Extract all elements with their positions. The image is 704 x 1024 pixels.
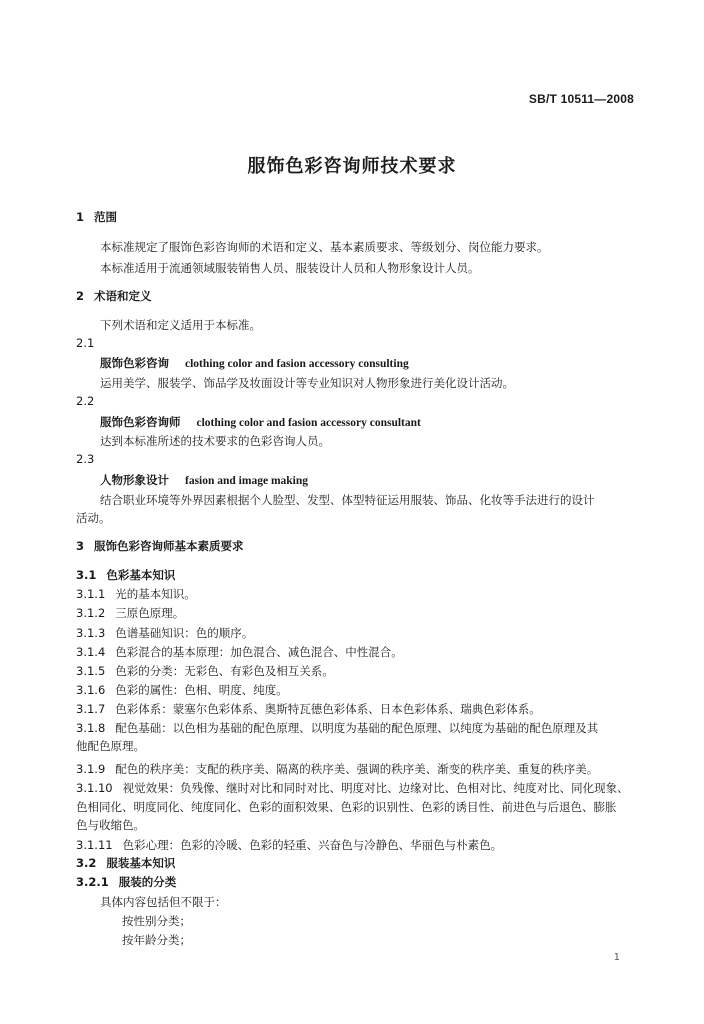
term-heading	[100, 471, 308, 490]
item-number: 3.1.11	[76, 838, 113, 852]
item-text-cont: 他配色原理。	[76, 739, 145, 753]
list-item	[76, 585, 196, 603]
term-heading	[100, 413, 421, 432]
item-text: 色彩心理：色彩的冷暖、色彩的轻重、兴奋色与冷静色、华丽色与朴素色。	[122, 838, 503, 852]
list-item	[76, 662, 334, 680]
list-item: 按年龄分类；	[122, 933, 191, 947]
list-item	[76, 836, 502, 854]
list-item	[76, 624, 253, 642]
term-zh: 人物形象设计	[100, 473, 169, 487]
paragraph: 本标准规定了服饰色彩咨询师的术语和定义、基本素质要求、等级划分、岗位能力要求。	[100, 240, 549, 254]
section-2-heading	[76, 287, 152, 305]
section-number: 1	[76, 210, 85, 224]
term-definition: 达到本标准所述的技术要求的色彩咨询人员。	[100, 434, 330, 448]
item-number: 3.1.9	[76, 762, 106, 776]
item-number: 3.1.6	[76, 683, 106, 697]
item-text: 色彩混合的基本原理：加色混合、减色混合、中性混合。	[115, 645, 403, 659]
subsection-number: 3.2.1	[76, 875, 109, 889]
item-text: 色彩的属性：色相、明度、纯度。	[115, 683, 288, 697]
term-definition: 结合职业环境等外界因素根据个人脸型、发型、体型特征运用服装、饰品、化妆等手法进行的设计	[100, 493, 595, 507]
term-number: 2.2	[76, 394, 95, 408]
list-item: 按性别分类；	[122, 914, 191, 928]
item-number: 3.1.4	[76, 645, 106, 659]
paragraph: 下列术语和定义适用于本标准。	[100, 318, 261, 332]
item-text: 色彩的分类：无彩色、有彩色及相互关系。	[115, 664, 334, 678]
term-heading	[100, 354, 409, 373]
subsection-number: 3.2	[76, 856, 97, 870]
term-zh: 服饰色彩咨询	[100, 356, 169, 370]
page-number: 1	[613, 952, 620, 963]
item-text: 配色的秩序美：支配的秩序美、隔离的秩序美、强调的秩序美、渐变的秩序美、重复的秩序美。	[115, 762, 599, 776]
term-definition-cont: 活动。	[76, 511, 111, 525]
subsection-title: 色彩基本知识	[106, 568, 176, 582]
item-text: 三原色原理。	[115, 606, 185, 620]
list-item	[76, 779, 629, 797]
section-title: 术语和定义	[94, 289, 152, 303]
subsection-3-2-heading	[76, 854, 175, 872]
item-text: 配色基础：以色相为基础的配色原理、以明度为基础的配色原理、以纯度为基础的配色原理及其	[115, 721, 599, 735]
list-item	[76, 681, 288, 699]
standard-code: SB/T 10511—2008	[528, 92, 634, 106]
term-definition: 运用美学、服装学、饰品学及妆面设计等专业知识对人物形象进行美化设计活动。	[100, 376, 514, 390]
term-number: 2.3	[76, 452, 95, 466]
item-number: 3.1.2	[76, 606, 106, 620]
list-item	[76, 719, 598, 737]
section-number: 3	[76, 539, 85, 553]
item-text: 光的基本知识。	[115, 587, 196, 601]
item-number: 3.1.1	[76, 587, 106, 601]
section-1-heading	[76, 208, 117, 226]
term-zh: 服饰色彩咨询师	[100, 415, 181, 429]
list-item	[76, 643, 403, 661]
document-title: 服饰色彩咨询师技术要求	[247, 156, 457, 177]
section-title: 服饰色彩咨询师基本素质要求	[94, 539, 244, 553]
item-number: 3.1.8	[76, 721, 106, 735]
section-number: 2	[76, 289, 85, 303]
item-text-cont: 色相同化、明度同化、纯度同化、色彩的面积效果、色彩的识别性、色彩的诱目性、前进色与后退色、膨胀	[76, 800, 617, 814]
list-item	[76, 700, 541, 718]
term-en: fasion and image making	[185, 475, 309, 487]
item-number: 3.1.10	[76, 781, 113, 795]
term-en: clothing color and fasion accessory consultant	[196, 417, 421, 429]
item-text-cont: 色与收缩色。	[76, 818, 145, 832]
section-3-heading	[76, 537, 244, 555]
term-number: 2.1	[76, 336, 95, 350]
list-item	[76, 604, 184, 622]
section-title: 范围	[94, 210, 118, 224]
subsection-number: 3.1	[76, 568, 97, 582]
paragraph: 本标准适用于流通领域服装销售人员、服装设计人员和人物形象设计人员。	[100, 261, 480, 275]
subsection-title: 服装的分类	[118, 875, 177, 889]
subsection-3-1-heading	[76, 566, 175, 584]
list-item	[76, 760, 598, 778]
item-number: 3.1.7	[76, 702, 106, 716]
item-number: 3.1.3	[76, 626, 106, 640]
item-text: 色彩体系：蒙塞尔色彩体系、奥斯特瓦德色彩体系、日本色彩体系、瑞典色彩体系。	[115, 702, 541, 716]
item-number: 3.1.5	[76, 664, 106, 678]
subsection-3-2-1-heading	[76, 873, 176, 891]
subsection-title: 服装基本知识	[106, 856, 176, 870]
paragraph: 具体内容包括但不限于：	[100, 895, 227, 909]
item-text: 色谱基础知识：色的顺序。	[115, 626, 254, 640]
term-en: clothing color and fasion accessory consulting	[185, 358, 409, 370]
item-text: 视觉效果：负残像、继时对比和同时对比、明度对比、边缘对比、色相对比、纯度对比、同化现象、	[122, 781, 629, 795]
